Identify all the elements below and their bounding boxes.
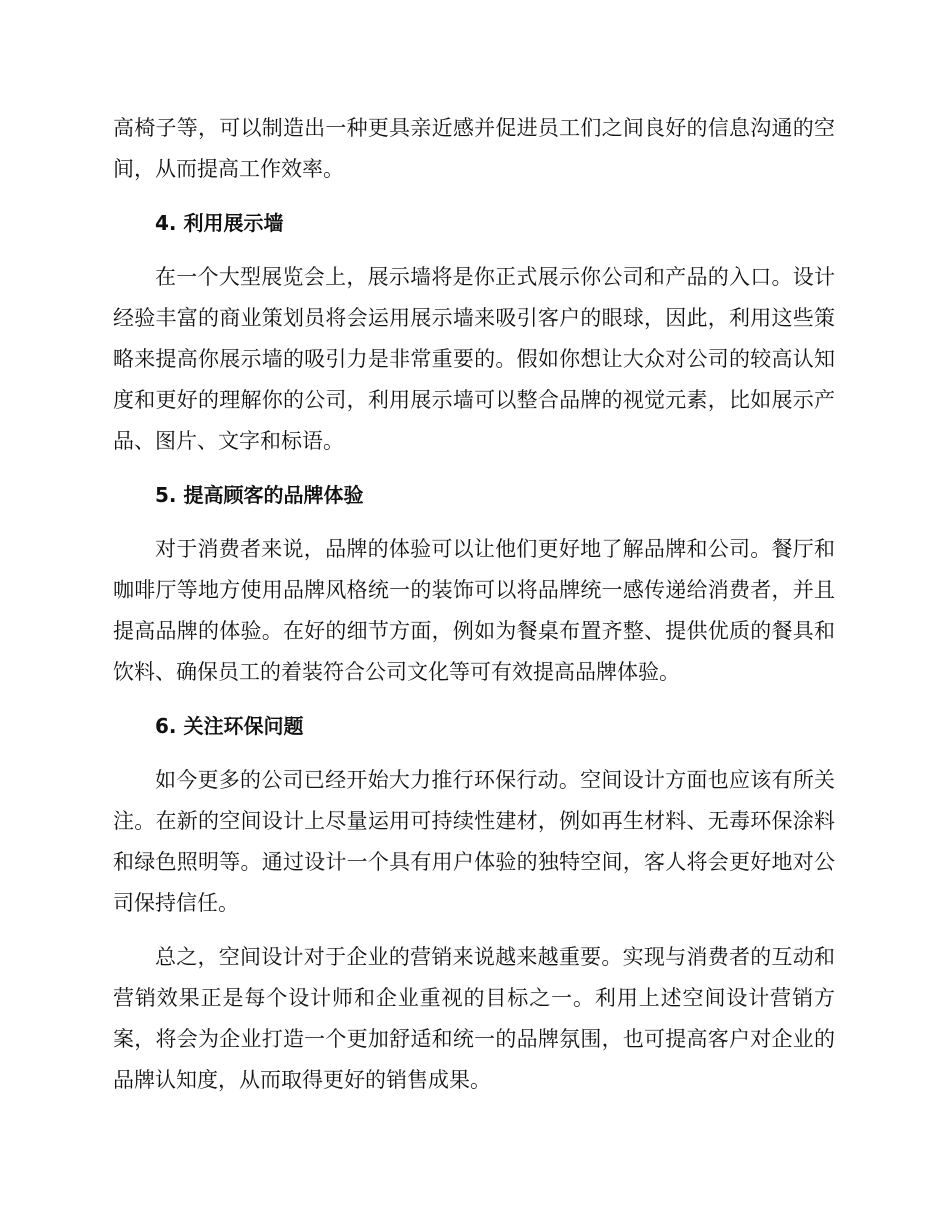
section-heading-5: 5. 提高顾客的品牌体验 [155, 483, 364, 507]
document-body [113, 108, 835, 1101]
paragraph-conclusion: 总之，空间设计对于企业的营销来说越来越重要。实现与消费者的互动和营销效果正是每个设计师和企业重视的目标之一。利用上述空间设计营销方案，将会为企业打造一个更加舒适和统一的品牌氛围，也可提高客户对企业的品牌认知度，从而取得更好的销售成果。 [113, 945, 835, 1092]
section-heading-4: 4. 利用展示墙 [155, 211, 284, 235]
paragraph-display-wall: 在一个大型展览会上，展示墙将是你正式展示你公司和产品的入口。设计经验丰富的商业策划员将会运用展示墙来吸引客户的眼球，因此，利用这些策略来提高你展示墙的吸引力是非常重要的。假如你想让大众对公司的较高认知度和更好的理解你的公司，利用展示墙可以整合品牌的视觉元素，比如展示产品、图片、文字和标语。 [113, 265, 835, 453]
section-heading-6: 6. 关注环保问题 [155, 714, 304, 738]
paragraph-brand-experience: 对于消费者来说，品牌的体验可以让他们更好地了解品牌和公司。餐厅和咖啡厅等地方使用品牌风格统一的装饰可以将品牌统一感传递给消费者，并且提高品牌的体验。在好的细节方面，例如为餐桌布置齐整、提供优质的餐具和饮料、确保员工的着装符合公司文化等可有效提高品牌体验。 [113, 537, 835, 684]
paragraph-environment: 如今更多的公司已经开始大力推行环保行动。空间设计方面也应该有所关注。在新的空间设计上尽量运用可持续性建材，例如再生材料、无毒环保涂料和绿色照明等。通过设计一个具有用户体验的独特空间，客人将会更好地对公司保持信任。 [113, 768, 835, 915]
paragraph-continuation: 高椅子等，可以制造出一种更具亲近感并促进员工们之间良好的信息沟通的空间，从而提高工作效率。 [113, 116, 835, 181]
